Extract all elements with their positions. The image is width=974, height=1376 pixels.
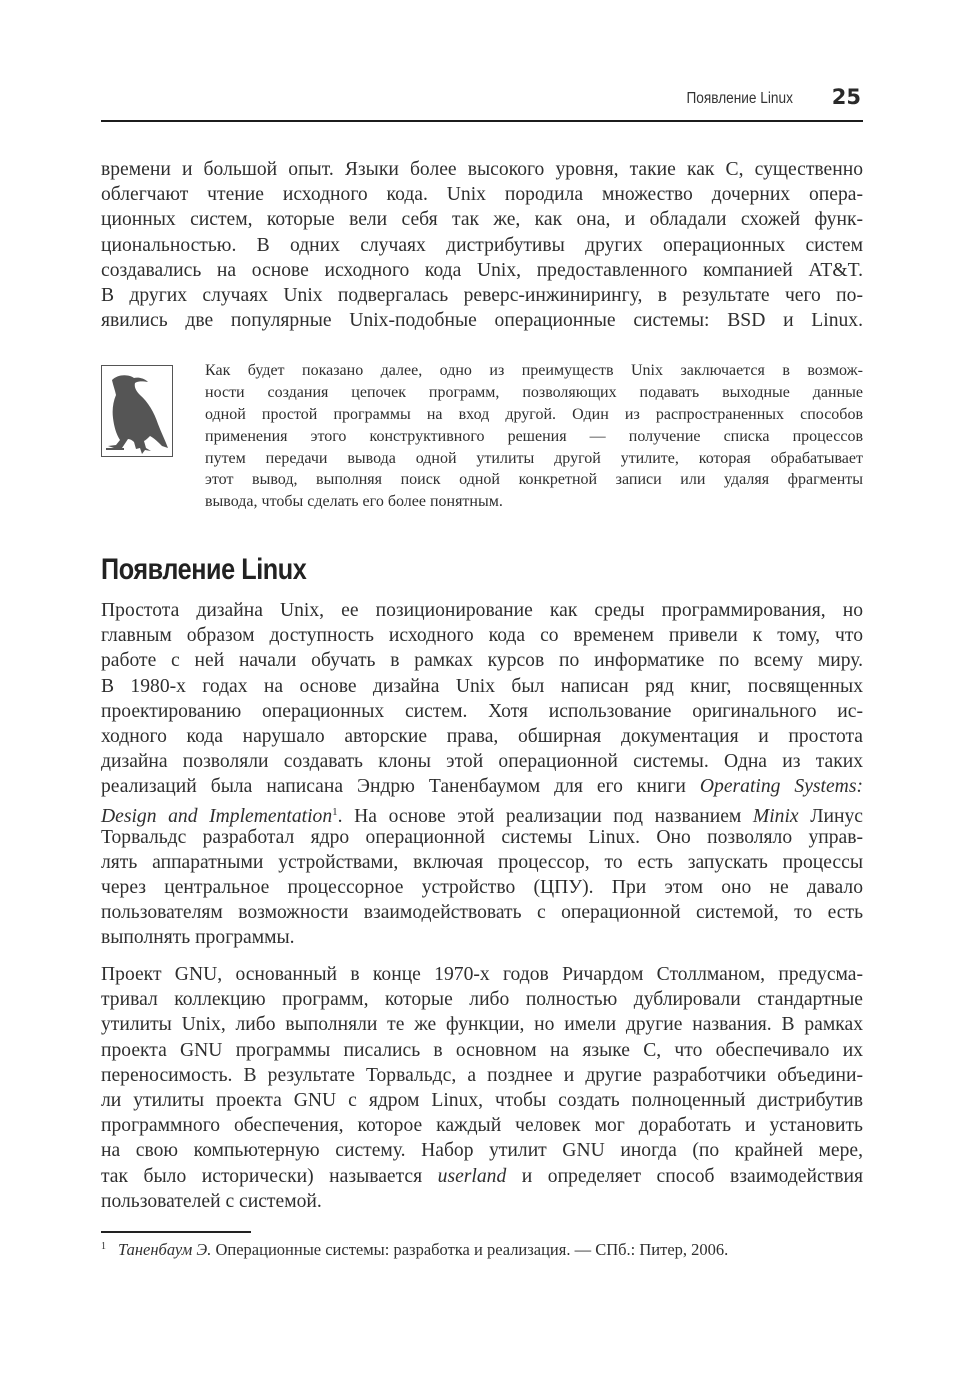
text-line: пользователям возможности взаимодействовать с операционной системой, то есть (101, 902, 863, 924)
footnote (101, 1240, 863, 1260)
note-box (101, 360, 863, 510)
page-number: 25 (831, 85, 861, 109)
text-line: циональностью. В одних случаях дистрибутивы других операционных систем (101, 234, 863, 256)
note-line: одной простой программы на вход другой. Один из распространенных способов (205, 405, 863, 423)
text-line: создавались на основе исходного кода Unix, предоставленного компанией AT&T. (101, 259, 863, 281)
footnote-divider (101, 1231, 251, 1233)
text-run: так было исторически) называется (101, 1165, 438, 1187)
text-line: тривал коллекцию программ, которые либо полностью дублировали стандартные (101, 989, 863, 1011)
text-line: Проект GNU, основанный в конце 1970-х годов Ричардом Столлманом, предусма- (101, 964, 863, 985)
text-run: реализаций была написана Эндрю Таненбаумом для его книги (101, 776, 700, 798)
note-line: применения этого конструктивного решения — получение списка процессов (205, 427, 863, 445)
note-line: вывода, чтобы сделать его более понятным. (205, 493, 503, 511)
note-line: путем передачи вывода одной утилиты другой утилите, которая обрабатывает (205, 449, 863, 467)
note-text (205, 360, 863, 513)
text-line: переносимость. В результате Торвальдс, а позднее и другие разработчики объедини- (101, 1064, 863, 1086)
text-line: Простота дизайна Unix, ее позиционирование как среды программирования, но (101, 600, 863, 621)
text-line: дизайна позволяли создавать клоны этой операционной системы. Одна из таких (101, 751, 863, 773)
text-line: пользователей с системой. (101, 1190, 322, 1212)
crow-icon (101, 365, 173, 457)
footnote-reference[interactable]: 1 (332, 805, 338, 818)
text-line: ли утилиты проекта GNU с ядром Linux, чтобы создать полноценный дистрибутив (101, 1089, 863, 1111)
book-title-italic: Design and Implementation (101, 805, 333, 827)
text-line: В других случаях Unix подвергалась реверс-инжинирингу, в результате чего по- (101, 284, 863, 306)
paragraph-linux-origin (101, 598, 863, 951)
text-line: главным образом доступность исходного кода со временем привели к тому, что (101, 625, 863, 647)
text-line: работе с ней начали обучать в рамках курсов по информатике по всему миру. (101, 650, 863, 672)
book-title-italic: Operating Systems: (699, 776, 863, 798)
text-line: на свою компьютерную систему. Набор утилит GNU иногда (по крайней мере, (101, 1140, 863, 1162)
note-line: этот вывод, выполняя поиск одной конкретной записи или удаляя фрагменты (205, 471, 863, 489)
footnote-mark: 1 (101, 1241, 106, 1252)
text-line: утилиты Unix, либо выполняли те же функции, но имели другие названия. В рамках (101, 1014, 863, 1036)
text-line: облегчают чтение исходного кода. Unix породила множество дочерних опера- (101, 184, 863, 206)
running-header (101, 86, 863, 122)
paragraph-intro (101, 157, 863, 333)
minix-italic: Minix (752, 805, 799, 827)
text-line: лять аппаратными устройствами, включая процессор, то есть запускать процессы (101, 851, 863, 873)
text-line: программного обеспечения, которое каждый человек мог доработать и установить (101, 1115, 863, 1137)
text-line: времени и большой опыт. Языки более высокого уровня, такие как C, существенно (101, 159, 863, 180)
text-line (101, 774, 863, 799)
text-run: и определяет способ взаимодействия (506, 1165, 863, 1187)
text-line: В 1980-х годах на основе дизайна Unix был написан ряд книг, посвященных (101, 675, 863, 697)
text-line (101, 1164, 863, 1189)
text-line (101, 800, 863, 825)
text-line: выполнять программы. (101, 927, 295, 949)
userland-italic: userland (437, 1165, 507, 1187)
text-line: проектированию операционных систем. Хотя использование оригинального ис- (101, 700, 863, 722)
footnote-text: Операционные системы: разработка и реализация. — СПб.: Питер, 2006. (211, 1240, 729, 1259)
paragraph-gnu (101, 962, 863, 1214)
text-line: ходного кода нарушало авторские права, обширная документация и простота (101, 725, 863, 747)
crow-silhouette (104, 368, 170, 454)
running-title: Появление Linux (686, 90, 793, 107)
text-line: через центральное процессорное устройство (ЦПУ). При этом оно не давало (101, 877, 863, 899)
text-line: ционных систем, которые вели себя так же, как она, и обладали схожей функ- (101, 209, 863, 231)
note-line: Как будет показано далее, одно из преимуществ Unix заключается в возмож- (205, 362, 863, 379)
section-heading: Появление Linux (101, 553, 307, 586)
text-run: Линус (798, 805, 863, 827)
text-line: явились две популярные Unix-подобные операционные системы: BSD и Linux. (101, 310, 863, 332)
text-run: . На основе этой реализации под названием (337, 805, 753, 827)
text-line: Торвальдс разработал ядро операционной системы Linux. Оно позволяло управ- (101, 826, 863, 848)
note-line: ности создания цепочек программ, позволяющих подавать выходные данные (205, 383, 863, 401)
text-line: проекта GNU программы писались в основном на языке C, что обеспечивало их (101, 1039, 863, 1061)
footnote-author: Таненбаум Э. (118, 1240, 212, 1259)
